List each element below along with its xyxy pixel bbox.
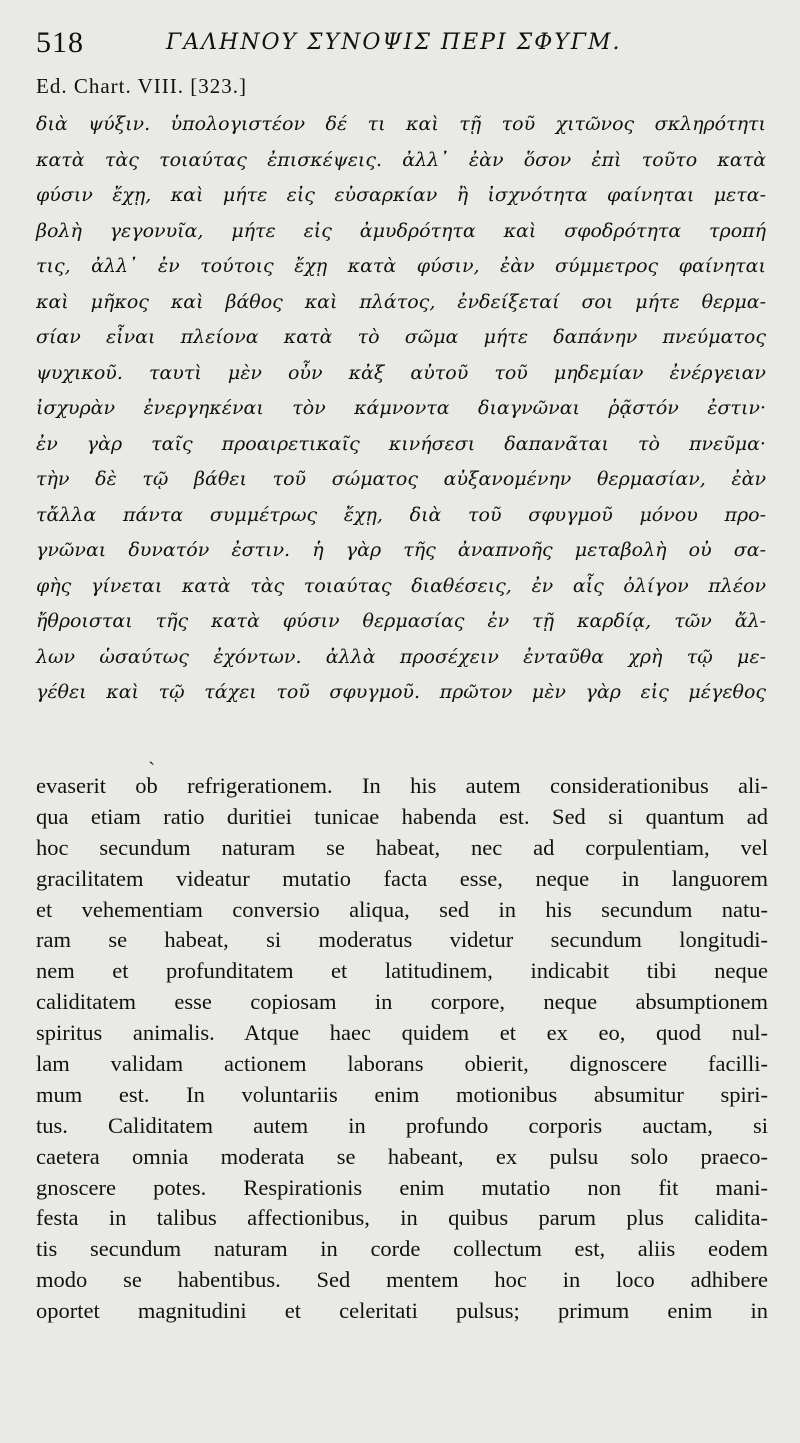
greek-line: λων ὡσαύτως ἐχόντων. ἀλλὰ προσέχειν ἐνταῦθα χρὴ τῷ με- [36,645,767,668]
greek-text-block [36,107,766,711]
greek-line: τἄλλα πάντα συμμέτρως ἔχῃ, διὰ τοῦ σφυγμοῦ μόνου προ- [36,503,767,526]
latin-line: evaserit ob refrigerationem. In his autem considerationibus ali- [36,773,769,798]
latin-line: oportet magnitudini et celeritati pulsus; primum enim in [36,1298,768,1324]
greek-line: βολὴ γεγονυῖα, μήτε εἰς ἀμυδρότητα καὶ σφοδρότητα τροπή [36,219,767,242]
latin-line: caetera omnia moderata se habeant, ex pulsu solo praeco- [36,1143,768,1169]
greek-line: γνῶναι δυνατόν ἐστιν. ἡ γὰρ τῆς ἀναπνοῆς μεταβολὴ οὐ σα- [36,539,767,561]
latin-line: ram se habeat, si moderatus videtur secundum longitudi- [36,927,768,953]
latin-line: lam validam actionem laborans obierit, dignoscere facilli- [36,1051,768,1077]
latin-line: festa in talibus affectionibus, in quibus parum plus calidita- [36,1205,769,1231]
latin-text-block [36,771,768,1327]
greek-line: γέθει καὶ τῷ τάχει τοῦ σφυγμοῦ. πρῶτον μὲν γὰρ εἰς μέγεθος [36,681,767,703]
latin-line: gracilitatem videatur mutatio facta esse, neque in languorem [36,865,768,891]
greek-line: ἰσχυρὰν ἐνεργηκέναι τὸν κάμνοντα διαγνῶναι ῥᾷστόν ἐστιν· [36,397,766,419]
latin-line: nem et profunditatem et latitudinem, indicabit tibi neque [36,958,768,984]
greek-line: τις, ἀλλ᾽ ἐν τούτοις ἔχῃ κατὰ φύσιν, ἐὰν σύμμετρος φαίνηται [36,255,766,277]
latin-line: mum est. In voluntariis enim motionibus absumitur spiri- [36,1081,768,1107]
latin-line: tus. Caliditatem autem in profundo corporis auctam, si [36,1112,769,1138]
greek-line: φύσιν ἔχῃ, καὶ μήτε εἰς εὐσαρκίαν ἢ ἰσχνότητα φαίνηται μετα- [36,184,766,206]
running-title: ΓΑΛΗΝΟΥ ΣΥΝΟΨΙΣ ΠΕΡΙ ΣΦΥΓΜ. [166,30,622,55]
greek-line: διὰ ψύξιν. ὑπολογιστέον δέ τι καὶ τῇ τοῦ χιτῶνος σκληρότητι [36,113,766,135]
greek-line: ἤθροισται τῆς κατὰ φύσιν θερμασίας ἐν τῇ καρδίᾳ, τῶν ἄλ- [36,610,767,632]
greek-line: φὴς γίνεται κατὰ τὰς τοιαύτας διαθέσεις, ἐν αἷς ὀλίγον πλέον [36,574,767,597]
greek-line: καὶ μῆκος καὶ βάθος καὶ πλάτος, ἐνδείξεταί σοι μήτε θερμα- [36,290,766,313]
latin-line: caliditatem esse copiosam in corpore, neque absumptionem [36,989,769,1015]
latin-line: et vehementiam conversio aliqua, sed in his secundum natu- [36,896,768,922]
greek-line: ἐν γὰρ ταῖς προαιρετικαῖς κινήσεσι δαπανᾶται τὸ πνεῦμα· [36,432,766,455]
greek-line: κατὰ τὰς τοιαύτας ἐπισκέψεις. ἀλλ᾽ ἐὰν ὅσον ἐπὶ τοῦτο κατὰ [36,148,767,171]
page-header [36,26,770,66]
edition-reference: Ed. Chart. VIII. [323.] [36,74,247,98]
page-number: 518 [36,26,84,59]
latin-line: hoc secundum naturam se habeat, nec ad corpulentiam, vel [36,834,769,860]
latin-line: modo se habentibus. Sed mentem hoc in loco adhibere [36,1267,769,1293]
greek-line: τὴν δὲ τῷ βάθει τοῦ σώματος αὐξανομένην θερμασίαν, ἐὰν [36,468,767,490]
printer-mark: ˏ [148,741,156,766]
latin-line: qua etiam ratio duritiei tunicae habenda est. Sed si quantum ad [36,803,769,829]
latin-line: gnoscere potes. Respirationis enim mutatio non fit mani- [36,1174,768,1200]
greek-line: σίαν εἶναι πλείονα κατὰ τὸ σῶμα μήτε δαπάνην πνεύματος [36,326,766,348]
greek-line: ψυχικοῦ. ταυτὶ μὲν οὖν κἀξ αὐτοῦ τοῦ μηδεμίαν ἐνέργειαν [36,361,766,384]
latin-line: tis secundum naturam in corde collectum est, aliis eodem [36,1236,768,1262]
latin-line: spiritus animalis. Atque haec quidem et ex eo, quod nul- [36,1020,768,1046]
